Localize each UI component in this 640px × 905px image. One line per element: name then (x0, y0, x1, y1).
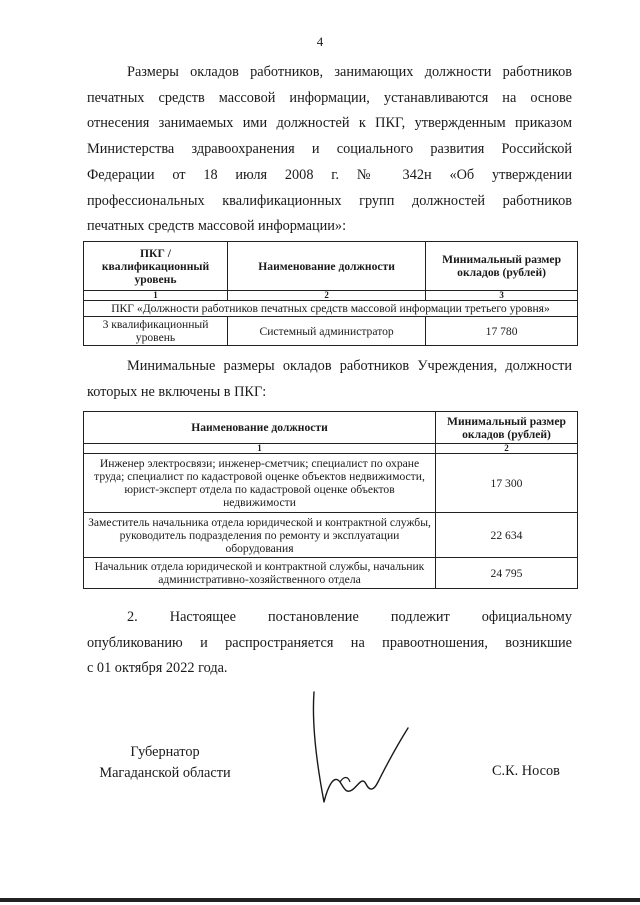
text-line: Минимальные размеры окладов работников Учреждения, должности (127, 358, 572, 374)
text-line: с 01 октября 2022 года. (87, 660, 228, 677)
position-name: Начальник отдела юридической и контрактной службы, начальник административно-хозяйственного отдела (84, 558, 436, 589)
clause-2-paragraph (87, 605, 572, 682)
text-line: Федерации от 18 июля 2008 г. № 342н «Об утверждении (87, 166, 572, 183)
intro-paragraph (87, 60, 572, 240)
text-line: печатных средств массовой информации, устанавливаются на основе (87, 89, 572, 106)
text-line: 2. Настоящее постановление подлежит официальному (127, 609, 572, 625)
column-header: Минимальный размер окладов (рублей) (436, 412, 578, 444)
salary-value: 17 780 (426, 317, 578, 346)
column-header: Наименование должности (84, 412, 436, 444)
signatory-name: С.К. Носов (492, 763, 560, 779)
column-number: 1 (84, 444, 436, 454)
text-line: печатных средств массовой информации»: (87, 218, 347, 235)
bottom-rule (0, 898, 640, 902)
text-line: профессиональных квалификационных групп должностей работников (87, 192, 572, 209)
page-number: 4 (316, 34, 324, 49)
column-header: Минимальный размер окладов (рублей) (426, 242, 578, 291)
column-number: 3 (426, 291, 578, 301)
handwritten-signature (300, 690, 420, 810)
salary-value: 17 300 (436, 454, 578, 513)
salary-value: 24 795 (436, 558, 578, 589)
group-title: ПКГ «Должности работников печатных средств массовой информации третьего уровня» (84, 301, 578, 317)
pkg-salary-table (83, 241, 578, 346)
position-name: Заместитель начальника отдела юридической и контрактной службы, руководитель подразделения по ремонту и эксплуатации оборудования (84, 513, 436, 558)
signatory-title-line: Магаданской области (99, 765, 231, 781)
signatory-title (90, 742, 240, 784)
text-line: Размеры окладов работников, занимающих должности работников (127, 64, 572, 80)
salary-value: 22 634 (436, 513, 578, 558)
table-row (84, 513, 578, 558)
text-line: опубликованию и распространяется на правоотношения, возникшие (87, 634, 572, 651)
non-pkg-salary-table (83, 411, 578, 589)
column-header: ПКГ / квалификационный уровень (84, 242, 228, 291)
table-row (84, 317, 578, 346)
position-name: Системный администратор (228, 317, 426, 346)
column-header: Наименование должности (228, 242, 426, 291)
non-pkg-paragraph (87, 354, 572, 405)
text-line: которых не включены в ПКГ: (87, 383, 267, 400)
table-row (84, 454, 578, 513)
text-line: отнесения занимаемых ими должностей к ПКГ, утвержденным приказом (87, 115, 572, 132)
text-line: Министерства здравоохранения и социального развития Российской (87, 141, 572, 158)
column-number: 1 (84, 291, 228, 301)
position-name: Инженер электросвязи; инженер-сметчик; специалист по охране труда; специалист по кадастровой оценке объектов недвижимости, юрист-эксперт отдела по кадастровой оценке объектов недвижимости (84, 454, 436, 513)
column-number: 2 (228, 291, 426, 301)
qualification-level: 3 квалификационный уровень (84, 317, 228, 346)
column-number: 2 (436, 444, 578, 454)
table-row (84, 558, 578, 589)
signatory-title-line: Губернатор (130, 744, 200, 760)
